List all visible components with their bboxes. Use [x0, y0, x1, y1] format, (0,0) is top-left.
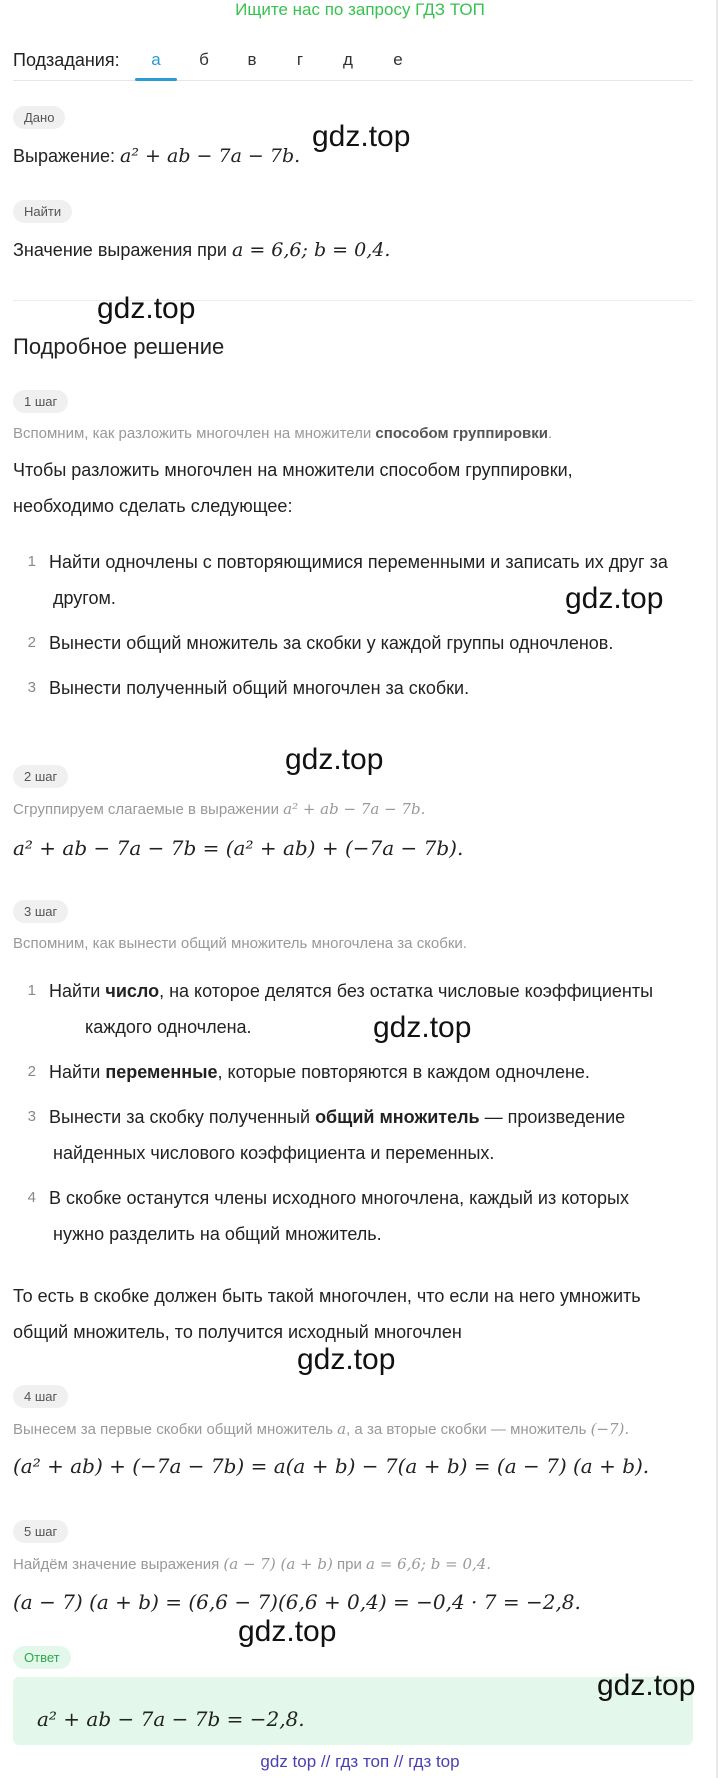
watermark: gdz.top [373, 1011, 472, 1044]
step3-item4-line1: В скобке останутся члены исходного многочлена, каждый из которых [49, 1188, 629, 1208]
watermark: gdz.top [565, 582, 664, 615]
answer-badge: Ответ [13, 1646, 71, 1669]
tab-d[interactable]: д [343, 50, 353, 69]
step1-item2: Вынести общий множитель за скобки у каждой группы одночленов. [49, 633, 614, 653]
step3-item3-line2: найденных числового коэффициента и переменных. [53, 1143, 495, 1163]
watermark: gdz.top [285, 743, 384, 776]
footer-links[interactable]: gdz top // гдз топ // гдз top [260, 1752, 460, 1771]
step3-badge: 3 шаг [13, 900, 68, 923]
step1-item3: Вынести полученный общий многочлен за скобки. [49, 678, 470, 698]
step1-line2: необходимо сделать следующее: [13, 496, 293, 516]
watermark: gdz.top [97, 292, 196, 325]
step4-hint: Вынесем за первые скобки общий множитель a, а за вторые скобки — множитель (−7). [13, 1420, 630, 1438]
step3-hint: Вспомним, как вынести общий множитель многочлена за скобки. [13, 935, 467, 952]
list-number: 3 [27, 679, 36, 696]
step3-item4-line2: нужно разделить на общий множитель. [53, 1224, 382, 1244]
step3-item3-line1: Вынести за скобку полученный общий множитель — произведение [49, 1107, 626, 1127]
step2-expression: a² + ab − 7a − 7b = (a² + ab) + (−7a − 7b). [13, 836, 464, 860]
find-badge: Найти [13, 200, 72, 223]
step1-item1-line1: Найти одночлены с повторяющимися переменными и записать их друг за [49, 552, 668, 572]
list-number: 1 [27, 982, 36, 999]
search-banner: Ищите нас по запросу ГДЗ ТОП [235, 0, 485, 19]
step5-expression: (a − 7) (a + b) = (6,6 − 7)(6,6 + 0,4) = −0,4 · 7 = −2,8. [13, 1590, 581, 1614]
step5-hint: Найдём значение выражения (a − 7) (a + b) при a = 6,6; b = 0,4. [13, 1555, 492, 1573]
tab-v[interactable]: в [247, 50, 257, 69]
step3-item2: Найти переменные, которые повторяются в каждом одночлене. [49, 1062, 590, 1082]
tab-e[interactable]: е [393, 50, 403, 69]
given-badge: Дано [13, 106, 65, 129]
watermark: gdz.top [238, 1615, 337, 1648]
list-number: 4 [27, 1189, 36, 1206]
solution-title: Подробное решение [13, 334, 225, 359]
tabs-divider [13, 80, 693, 81]
tab-b[interactable]: б [199, 50, 209, 69]
step2-hint: Сгруппируем слагаемые в выражении a² + ab − 7a − 7b. [13, 800, 426, 818]
list-number: 2 [27, 634, 36, 651]
step4-badge: 4 шаг [13, 1385, 68, 1408]
step3-after-line1: То есть в скобке должен быть такой многочлен, что если на него умножить [13, 1286, 641, 1306]
watermark: gdz.top [297, 1343, 396, 1376]
scrollbar[interactable] [716, 0, 718, 1778]
watermark: gdz.top [597, 1669, 696, 1702]
watermark: gdz.top [312, 120, 411, 153]
step3-after-line2: общий множитель, то получится исходный многочлен [13, 1322, 462, 1342]
tab-g[interactable]: г [296, 50, 304, 69]
step3-item1-line1: Найти число, на которое делятся без остатка числовые коэффициенты [49, 981, 654, 1001]
step4-expression: (a² + ab) + (−7a − 7b) = a(a + b) − 7(a + b) = (a − 7) (a + b). [13, 1454, 650, 1478]
list-number: 1 [27, 553, 36, 570]
active-tab-indicator [135, 78, 177, 81]
step1-line1: Чтобы разложить многочлен на множители способом группировки, [13, 460, 573, 480]
given-text: Выражение: a² + ab − 7a − 7b. [13, 145, 301, 167]
list-number: 2 [27, 1063, 36, 1080]
subtasks-label: Подзадания: [13, 50, 120, 70]
find-text: Значение выражения при a = 6,6; b = 0,4. [13, 239, 391, 261]
answer-expression: a² + ab − 7a − 7b = −2,8. [37, 1707, 305, 1731]
step1-item1-line2: другом. [53, 588, 116, 608]
step3-item1-line2: каждого одночлена. [85, 1017, 252, 1037]
step2-badge: 2 шаг [13, 765, 68, 788]
step5-badge: 5 шаг [13, 1520, 68, 1543]
step1-badge: 1 шаг [13, 390, 68, 413]
step1-hint: Вспомним, как разложить многочлен на множители способом группировки. [13, 425, 553, 442]
list-number: 3 [27, 1108, 36, 1125]
tab-a[interactable]: а [151, 50, 161, 69]
find-expression: a = 6,6; b = 0,4. [231, 239, 391, 261]
given-expression: a² + ab − 7a − 7b. [120, 145, 301, 167]
